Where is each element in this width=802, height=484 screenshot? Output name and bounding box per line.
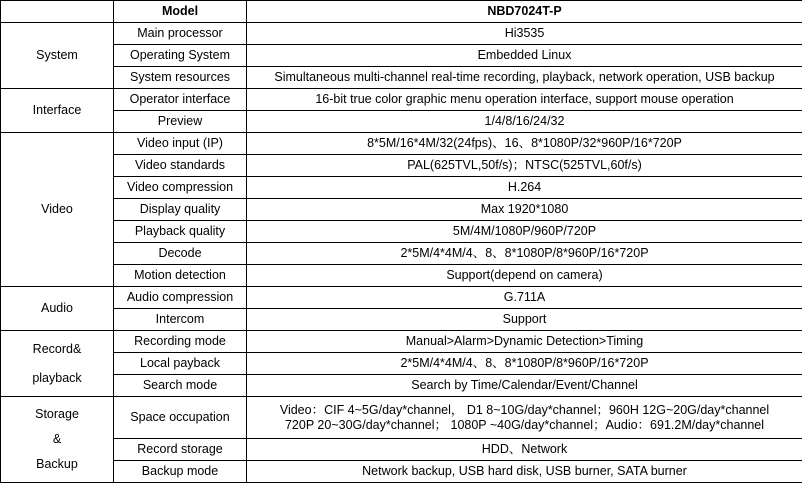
spec-value <box>247 439 802 461</box>
spec-value-line: Search by Time/Calendar/Event/Channel <box>411 378 638 392</box>
spec-label: Backup mode <box>114 461 247 483</box>
table-row <box>1 67 802 89</box>
spec-value <box>247 45 802 67</box>
table-row <box>1 155 802 177</box>
spec-value <box>247 265 802 287</box>
spec-value <box>247 89 802 111</box>
spec-label: Intercom <box>114 309 247 331</box>
spec-label: Video compression <box>114 177 247 199</box>
spec-value <box>247 67 802 89</box>
spec-label: Record storage <box>114 439 247 461</box>
spec-value-line: Network backup, USB hard disk, USB burner, SATA burner <box>362 464 687 478</box>
spec-value <box>247 353 802 375</box>
spec-value <box>247 155 802 177</box>
category-label: Audio <box>41 301 73 315</box>
table-row <box>1 353 802 375</box>
spec-value-line: 2*5M/4*4M/4、8、8*1080P/8*960P/16*720P <box>400 246 649 260</box>
spec-value <box>247 221 802 243</box>
model-label: Model <box>114 1 247 23</box>
category-label: Storage <box>35 407 79 421</box>
spec-value-line: 2*5M/4*4M/4、8、8*1080P/8*960P/16*720P <box>400 356 649 370</box>
spec-value-line: 16-bit true color graphic menu operation interface, support mouse operation <box>315 92 734 106</box>
spec-label: Search mode <box>114 375 247 397</box>
spec-value-line: Manual>Alarm>Dynamic Detection>Timing <box>405 334 644 348</box>
spec-value-line: Max 1920*1080 <box>480 202 569 216</box>
spec-value <box>247 133 802 155</box>
category-label: System <box>36 48 78 62</box>
category-label: Video <box>41 202 73 216</box>
spec-label: Local payback <box>114 353 247 375</box>
table-row <box>1 199 802 221</box>
table-row <box>1 397 802 439</box>
spec-label: Playback quality <box>114 221 247 243</box>
table-row <box>1 331 802 353</box>
spec-value <box>247 243 802 265</box>
spec-value <box>247 461 802 483</box>
spec-value <box>247 397 802 439</box>
spec-value-line: G.711A <box>503 290 546 304</box>
spec-value-line: 1/4/8/16/24/32 <box>484 114 565 128</box>
category-cell <box>1 89 114 133</box>
spec-value <box>247 199 802 221</box>
table-row <box>1 287 802 309</box>
spec-label: Motion detection <box>114 265 247 287</box>
spec-label: Preview <box>114 111 247 133</box>
table-row <box>1 23 802 45</box>
table-row <box>1 243 802 265</box>
spec-table-body <box>1 1 802 483</box>
spec-label: Operating System <box>114 45 247 67</box>
category-cell <box>1 331 114 397</box>
table-row <box>1 375 802 397</box>
spec-label: Audio compression <box>114 287 247 309</box>
spec-value-line: 5M/4M/1080P/960P/720P <box>452 224 597 238</box>
spec-value-line: Embedded Linux <box>477 48 572 62</box>
spec-label: Recording mode <box>114 331 247 353</box>
table-row <box>1 461 802 483</box>
spec-value <box>247 23 802 45</box>
table-row <box>1 111 802 133</box>
spec-value <box>247 287 802 309</box>
model-value: NBD7024T-P <box>247 1 802 23</box>
category-cell <box>1 133 114 287</box>
spec-value-line: 8*5M/16*4M/32(24fps)、16、8*1080P/32*960P/16*720P <box>367 136 682 150</box>
category-label: & <box>52 432 62 446</box>
category-label: playback <box>32 370 82 385</box>
spec-label: Operator interface <box>114 89 247 111</box>
spec-value-line: Support(depend on camera) <box>446 268 603 282</box>
table-row <box>1 177 802 199</box>
category-label: Record& <box>32 341 82 356</box>
spec-label: System resources <box>114 67 247 89</box>
table-row <box>1 89 802 111</box>
spec-value-line: HDD、Network <box>481 442 568 456</box>
table-row <box>1 221 802 243</box>
spec-value-line: 720P 20~30G/day*channel； 1080P ~40G/day*channel；Audio：691.2M/day*channel <box>284 417 765 432</box>
spec-value-line: PAL(625TVL,50f/s)；NTSC(525TVL,60f/s) <box>407 158 642 172</box>
spec-value-line: Hi3535 <box>504 26 545 40</box>
spec-value <box>247 309 802 331</box>
spec-label: Video standards <box>114 155 247 177</box>
spec-value-line: Simultaneous multi-channel real-time recording, playback, network operation, USB backup <box>274 70 775 84</box>
header-row <box>1 1 802 23</box>
spec-value <box>247 111 802 133</box>
spec-label: Video input (IP) <box>114 133 247 155</box>
header-blank-cell <box>1 1 114 23</box>
category-label: Interface <box>32 103 82 117</box>
spec-label: Space occupation <box>114 397 247 439</box>
spec-label: Display quality <box>114 199 247 221</box>
category-cell <box>1 23 114 89</box>
spec-label: Decode <box>114 243 247 265</box>
spec-value <box>247 375 802 397</box>
table-row <box>1 265 802 287</box>
category-label: Backup <box>36 457 78 471</box>
table-row <box>1 133 802 155</box>
spec-value-line: H.264 <box>507 180 542 194</box>
spec-label: Main processor <box>114 23 247 45</box>
spec-value <box>247 177 802 199</box>
category-cell <box>1 397 114 483</box>
category-cell <box>1 287 114 331</box>
spec-value-line: Support <box>502 312 547 326</box>
table-row <box>1 439 802 461</box>
table-row <box>1 45 802 67</box>
spec-value <box>247 331 802 353</box>
spec-value-line: Video：CIF 4~5G/day*channel， D1 8~10G/day*channel；960H 12G~20G/day*channel <box>279 402 770 417</box>
table-row <box>1 309 802 331</box>
